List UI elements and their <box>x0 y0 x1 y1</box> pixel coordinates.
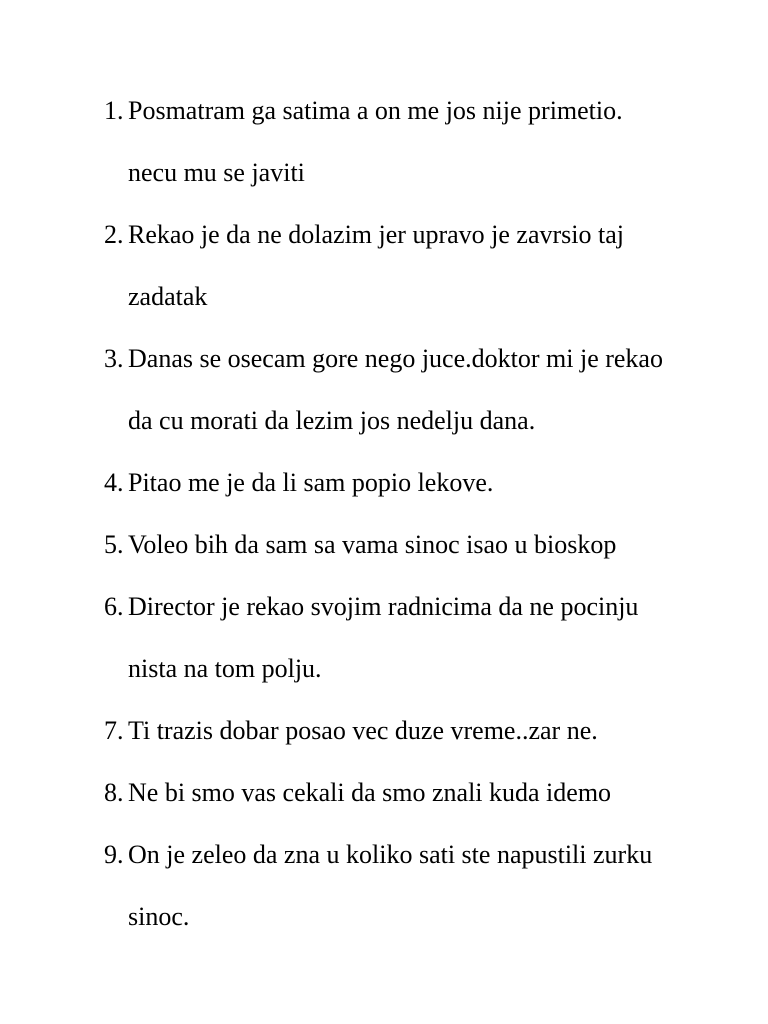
list-item <box>104 80 724 204</box>
list-item <box>104 514 724 576</box>
list-item-text: Danas se osecam gore nego juce.doktor mi je rekao da cu morati da lezim jos nedelju dana. <box>128 344 663 435</box>
list-item-number: 5. <box>104 530 124 559</box>
numbered-list <box>104 80 724 948</box>
list-item-number: 1. <box>104 96 124 125</box>
list-item-text: Voleo bih da sam sa vama sinoc isao u bioskop <box>128 530 617 559</box>
list-item-text: On je zeleo da zna u koliko sati ste napustili zurku sinoc. <box>128 840 653 931</box>
list-item-text: Posmatram ga satima a on me jos nije primetio. necu mu se javiti <box>128 96 623 187</box>
list-item <box>104 204 724 328</box>
list-item <box>104 762 724 824</box>
list-item <box>104 700 724 762</box>
list-item-number: 9. <box>104 840 124 869</box>
list-item <box>104 824 724 948</box>
list-item-text: Ne bi smo vas cekali da smo znali kuda idemo <box>128 778 612 807</box>
list-item <box>104 328 724 452</box>
list-item-number: 3. <box>104 344 124 373</box>
list-item-text: Director je rekao svojim radnicima da ne pocinju nista na tom polju. <box>128 592 639 683</box>
list-item-text: Pitao me je da li sam popio lekove. <box>128 468 494 497</box>
list-item <box>104 452 724 514</box>
list-item-number: 2. <box>104 220 124 249</box>
list-item-text: Rekao je da ne dolazim jer upravo je zavrsio taj zadatak <box>128 220 624 311</box>
list-item-number: 7. <box>104 716 124 745</box>
list-item-number: 8. <box>104 778 124 807</box>
list-item <box>104 576 724 700</box>
list-item-text: Ti trazis dobar posao vec duze vreme..zar ne. <box>128 716 598 745</box>
list-item-number: 6. <box>104 592 124 621</box>
list-item-number: 4. <box>104 468 124 497</box>
